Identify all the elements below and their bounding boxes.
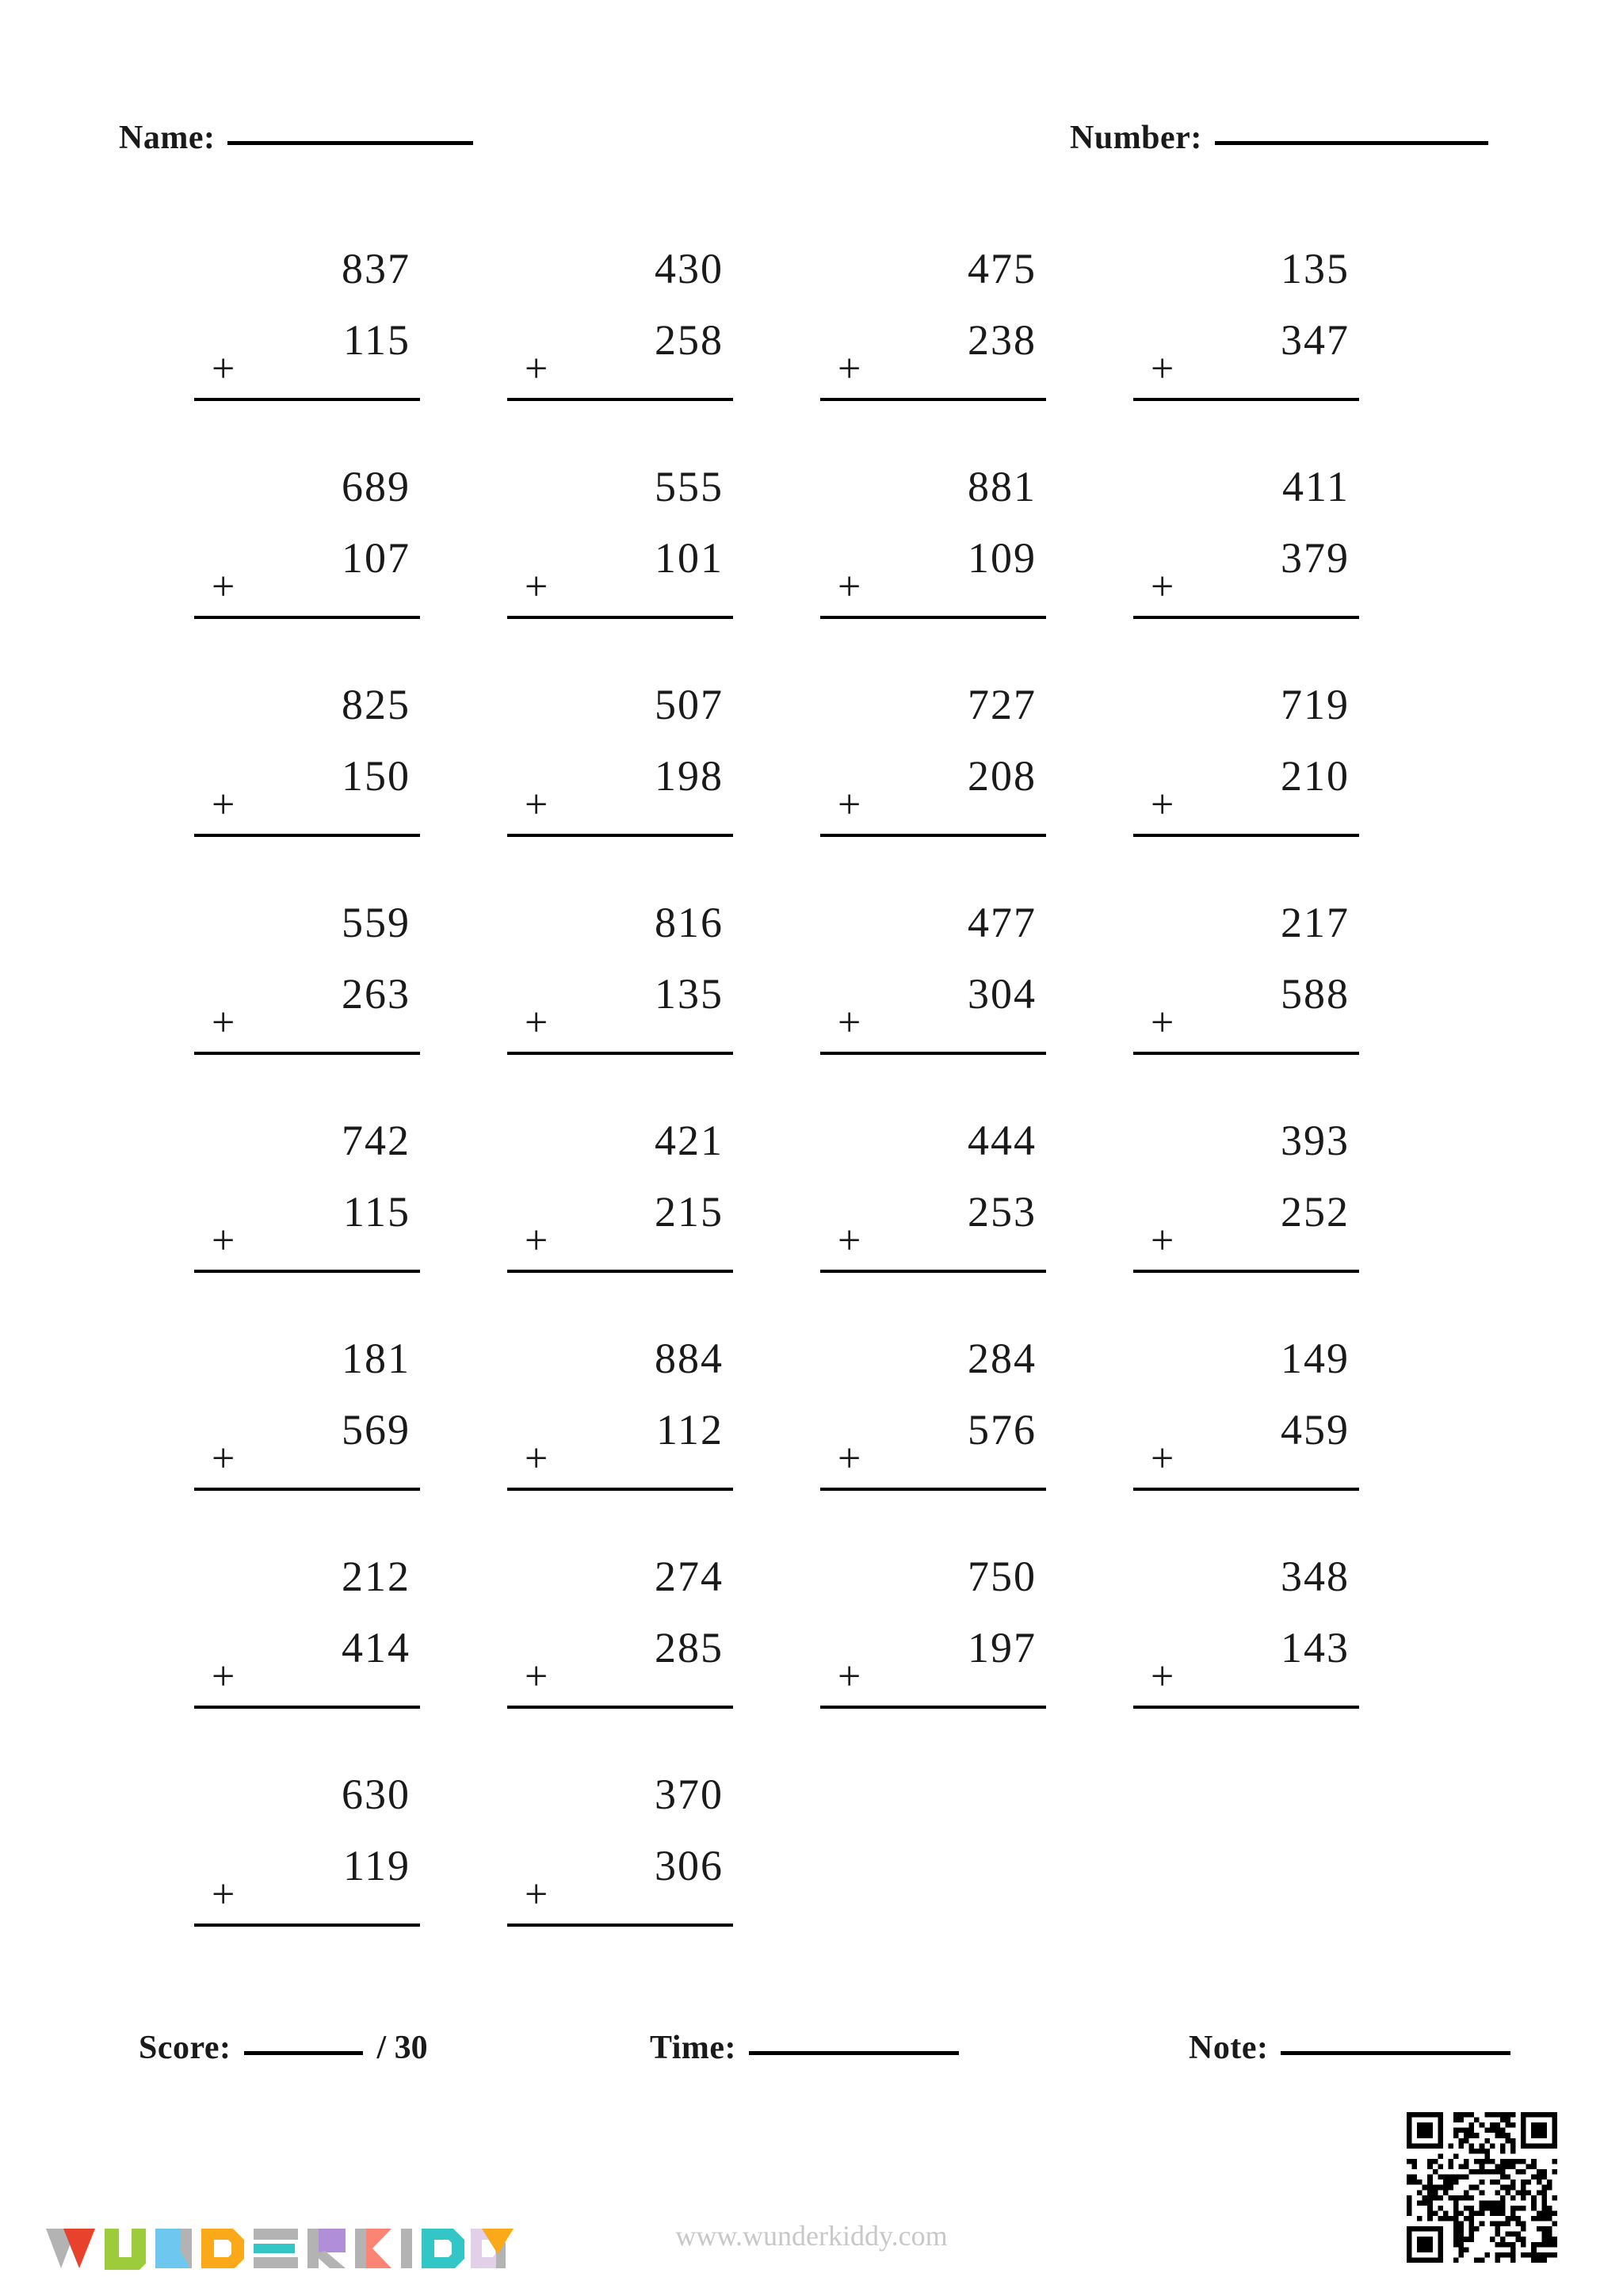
answer-rule: [820, 616, 1046, 619]
plus-operator: +: [838, 564, 861, 609]
problem-cell: [194, 901, 507, 1119]
answer-rule: [1133, 1270, 1359, 1273]
answer-rule: [507, 1488, 733, 1491]
problem-grid: [194, 247, 1446, 1991]
addition-problem[interactable]: [1133, 465, 1359, 619]
addend-top: 217: [1281, 899, 1350, 946]
plus-operator: +: [1151, 1654, 1174, 1699]
problem-cell: [194, 1773, 507, 1991]
addend-bottom: 263: [342, 970, 411, 1018]
problem-cell: [507, 1337, 820, 1555]
problem-cell: [194, 247, 507, 465]
problem-cell: [820, 247, 1133, 465]
addend-top: 630: [342, 1771, 411, 1818]
problem-cell: [507, 901, 820, 1119]
number-field: [1070, 119, 1488, 157]
addend-bottom: 379: [1281, 534, 1350, 582]
addition-problem[interactable]: [507, 683, 733, 837]
problem-cell: [507, 465, 820, 683]
plus-operator: +: [525, 564, 548, 609]
addend-bottom: 258: [655, 316, 724, 364]
problem-cell: [1133, 247, 1446, 465]
problem-row: [194, 1119, 1446, 1337]
plus-operator: +: [212, 1218, 235, 1263]
note-label: Note:: [1189, 2030, 1269, 2066]
addition-problem[interactable]: [1133, 901, 1359, 1055]
addend-bottom: 101: [655, 534, 724, 582]
addition-problem[interactable]: [1133, 247, 1359, 401]
answer-rule: [507, 398, 733, 401]
answer-rule: [194, 1488, 420, 1491]
plus-operator: +: [525, 346, 548, 392]
addition-problem[interactable]: [194, 901, 420, 1055]
answer-rule: [820, 834, 1046, 837]
addend-top: 750: [968, 1553, 1037, 1600]
addend-top: 284: [968, 1335, 1037, 1382]
addition-problem[interactable]: [194, 1555, 420, 1709]
answer-rule: [1133, 834, 1359, 837]
addend-top: 555: [655, 463, 724, 510]
plus-operator: +: [1151, 564, 1174, 609]
problem-cell: [820, 1773, 1133, 1991]
problem-cell: [820, 1119, 1133, 1337]
addend-bottom: 115: [343, 1188, 411, 1236]
addend-top: 348: [1281, 1553, 1350, 1600]
problem-cell: [1133, 1773, 1446, 1991]
name-label: Name:: [119, 120, 216, 156]
answer-rule: [194, 616, 420, 619]
note-input-blank[interactable]: [1281, 2051, 1510, 2055]
plus-operator: +: [525, 782, 548, 827]
problem-cell: [820, 683, 1133, 901]
answer-rule: [1133, 616, 1359, 619]
addend-bottom: 197: [968, 1624, 1037, 1671]
addition-problem[interactable]: [507, 901, 733, 1055]
answer-rule: [820, 1270, 1046, 1273]
problem-cell: [507, 1773, 820, 1991]
plus-operator: +: [212, 782, 235, 827]
addition-problem[interactable]: [507, 465, 733, 619]
addend-bottom: 347: [1281, 316, 1350, 364]
problem-cell: [194, 465, 507, 683]
addition-problem[interactable]: [507, 1119, 733, 1273]
problem-row: [194, 683, 1446, 901]
addend-bottom: 198: [655, 752, 724, 800]
score-field: [139, 2029, 428, 2067]
answer-rule: [194, 1924, 420, 1927]
answer-rule: [507, 616, 733, 619]
addend-bottom: 459: [1281, 1406, 1350, 1454]
addition-problem[interactable]: [194, 1119, 420, 1273]
addend-top: 884: [655, 1335, 724, 1382]
addend-bottom: 109: [968, 534, 1037, 582]
worksheet-footer: [0, 2029, 1623, 2092]
problem-cell: [194, 1337, 507, 1555]
addend-bottom: 115: [343, 316, 411, 364]
addition-problem[interactable]: [507, 1555, 733, 1709]
problem-cell: [1133, 1555, 1446, 1773]
answer-rule: [507, 1706, 733, 1709]
answer-rule: [507, 1924, 733, 1927]
addend-bottom: 112: [656, 1406, 724, 1454]
time-field: [650, 2029, 959, 2067]
score-label: Score:: [139, 2030, 231, 2066]
addend-top: 742: [342, 1117, 411, 1164]
answer-rule: [194, 1270, 420, 1273]
plus-operator: +: [525, 1218, 548, 1263]
addition-problem[interactable]: [1133, 1555, 1359, 1709]
problem-cell: [1133, 1119, 1446, 1337]
addend-bottom: 576: [968, 1406, 1037, 1454]
answer-rule: [194, 398, 420, 401]
problem-cell: [194, 1555, 507, 1773]
addition-problem[interactable]: [1133, 683, 1359, 837]
number-input-blank[interactable]: [1215, 141, 1488, 145]
addend-bottom: 210: [1281, 752, 1350, 800]
addend-top: 559: [342, 899, 411, 946]
name-field: [119, 119, 473, 157]
addend-top: 719: [1281, 681, 1350, 728]
plus-operator: +: [212, 564, 235, 609]
addition-problem[interactable]: [507, 1337, 733, 1491]
addition-problem[interactable]: [507, 1773, 733, 1927]
worksheet-header: [0, 119, 1623, 190]
plus-operator: +: [525, 1872, 548, 1917]
answer-rule: [1133, 1706, 1359, 1709]
score-total: / 30: [376, 2030, 428, 2066]
addition-problem[interactable]: [194, 683, 420, 837]
plus-operator: +: [212, 1654, 235, 1699]
problem-row: [194, 1555, 1446, 1773]
problem-cell: [820, 465, 1133, 683]
addend-bottom: 150: [342, 752, 411, 800]
problem-cell: [820, 1337, 1133, 1555]
problem-row: [194, 465, 1446, 683]
time-input-blank[interactable]: [749, 2051, 959, 2055]
addend-bottom: 588: [1281, 970, 1350, 1018]
addend-top: 181: [342, 1335, 411, 1382]
addend-bottom: 208: [968, 752, 1037, 800]
name-input-blank[interactable]: [227, 141, 473, 145]
addition-problem[interactable]: [194, 1773, 420, 1927]
number-label: Number:: [1070, 120, 1202, 156]
addend-top: 475: [968, 245, 1037, 292]
addend-top: 274: [655, 1553, 724, 1600]
addend-top: 825: [342, 681, 411, 728]
addition-problem[interactable]: [1133, 1337, 1359, 1491]
problem-cell: [507, 683, 820, 901]
plus-operator: +: [525, 1436, 548, 1481]
addition-problem[interactable]: [507, 247, 733, 401]
answer-rule: [507, 834, 733, 837]
addend-top: 689: [342, 463, 411, 510]
addend-bottom: 143: [1281, 1624, 1350, 1671]
plus-operator: +: [838, 1000, 861, 1045]
plus-operator: +: [525, 1654, 548, 1699]
addend-bottom: 135: [655, 970, 724, 1018]
addition-problem[interactable]: [820, 901, 1046, 1055]
answer-rule: [820, 1052, 1046, 1055]
addition-problem[interactable]: [194, 465, 420, 619]
answer-rule: [1133, 398, 1359, 401]
addend-top: 411: [1282, 463, 1350, 510]
plus-operator: +: [212, 1872, 235, 1917]
plus-operator: +: [838, 1218, 861, 1263]
plus-operator: +: [1151, 1000, 1174, 1045]
addend-top: 816: [655, 899, 724, 946]
problem-row: [194, 247, 1446, 465]
answer-rule: [820, 1706, 1046, 1709]
addend-bottom: 107: [342, 534, 411, 582]
problem-cell: [1133, 1337, 1446, 1555]
addition-problem[interactable]: [1133, 1119, 1359, 1273]
plus-operator: +: [212, 1436, 235, 1481]
plus-operator: +: [838, 346, 861, 392]
addend-bottom: 119: [343, 1842, 411, 1889]
addend-top: 837: [342, 245, 411, 292]
answer-rule: [1133, 1488, 1359, 1491]
answer-rule: [507, 1052, 733, 1055]
addend-top: 444: [968, 1117, 1037, 1164]
addend-bottom: 285: [655, 1624, 724, 1671]
plus-operator: +: [1151, 1218, 1174, 1263]
note-field: [1189, 2029, 1510, 2067]
addend-bottom: 306: [655, 1842, 724, 1889]
addend-top: 135: [1281, 245, 1350, 292]
addition-problem[interactable]: [820, 1555, 1046, 1709]
addend-top: 421: [655, 1117, 724, 1164]
addition-problem[interactable]: [820, 465, 1046, 619]
plus-operator: +: [525, 1000, 548, 1045]
addition-problem[interactable]: [820, 1119, 1046, 1273]
addend-bottom: 414: [342, 1624, 411, 1671]
problem-cell: [1133, 465, 1446, 683]
addend-bottom: 304: [968, 970, 1037, 1018]
problem-cell: [820, 1555, 1133, 1773]
plus-operator: +: [212, 1000, 235, 1045]
time-label: Time:: [650, 2030, 737, 2066]
plus-operator: +: [838, 1436, 861, 1481]
addend-top: 477: [968, 899, 1037, 946]
problem-row: [194, 1337, 1446, 1555]
problem-cell: [507, 1555, 820, 1773]
answer-rule: [194, 1052, 420, 1055]
addend-top: 507: [655, 681, 724, 728]
problem-cell: [820, 901, 1133, 1119]
addend-bottom: 252: [1281, 1188, 1350, 1236]
addend-top: 430: [655, 245, 724, 292]
problem-row: [194, 1773, 1446, 1991]
addend-top: 370: [655, 1771, 724, 1818]
addition-problem[interactable]: [194, 1337, 420, 1491]
score-input-blank[interactable]: [244, 2051, 363, 2055]
answer-rule: [194, 834, 420, 837]
addend-bottom: 238: [968, 316, 1037, 364]
addend-bottom: 215: [655, 1188, 724, 1236]
plus-operator: +: [838, 782, 861, 827]
answer-rule: [507, 1270, 733, 1273]
addend-top: 881: [968, 463, 1037, 510]
problem-cell: [194, 683, 507, 901]
answer-rule: [194, 1706, 420, 1709]
plus-operator: +: [1151, 782, 1174, 827]
problem-row: [194, 901, 1446, 1119]
addend-top: 212: [342, 1553, 411, 1600]
problem-cell: [194, 1119, 507, 1337]
addition-problem[interactable]: [820, 247, 1046, 401]
addend-top: 149: [1281, 1335, 1350, 1382]
site-url: www.wunderkiddy.com: [675, 2220, 948, 2252]
addend-bottom: 569: [342, 1406, 411, 1454]
answer-rule: [820, 1488, 1046, 1491]
addition-problem[interactable]: [820, 1337, 1046, 1491]
addition-problem[interactable]: [820, 683, 1046, 837]
plus-operator: +: [838, 1654, 861, 1699]
problem-cell: [1133, 683, 1446, 901]
plus-operator: +: [212, 346, 235, 392]
answer-rule: [820, 398, 1046, 401]
problem-cell: [1133, 901, 1446, 1119]
problem-cell: [507, 247, 820, 465]
problem-cell: [507, 1119, 820, 1337]
answer-rule: [1133, 1052, 1359, 1055]
plus-operator: +: [1151, 346, 1174, 392]
addend-bottom: 253: [968, 1188, 1037, 1236]
addend-top: 727: [968, 681, 1037, 728]
addend-top: 393: [1281, 1117, 1350, 1164]
plus-operator: +: [1151, 1436, 1174, 1481]
addition-problem[interactable]: [194, 247, 420, 401]
